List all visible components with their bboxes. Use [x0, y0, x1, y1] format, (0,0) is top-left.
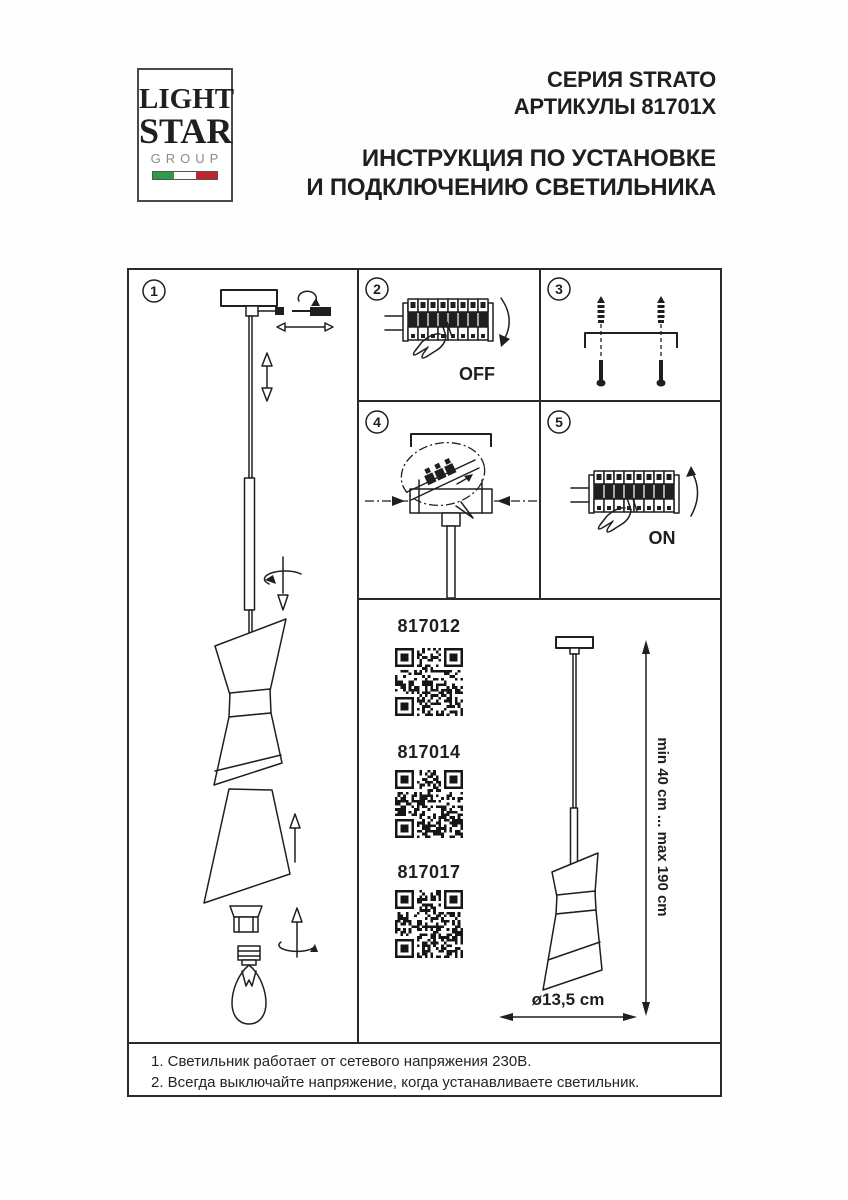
- step-number: 3: [555, 281, 563, 297]
- logo-word-light: LIGHT: [139, 83, 235, 115]
- lower-cone-shade: [204, 789, 290, 903]
- step-badge: [366, 411, 388, 433]
- step-number: 2: [373, 281, 381, 297]
- pendant-lamp: [543, 637, 602, 990]
- stem-and-rod: [442, 513, 460, 598]
- qr-code-817014: [395, 770, 463, 838]
- diameter-dimension: [499, 990, 637, 1021]
- step3-panel: [541, 270, 720, 402]
- suspension-cable: [249, 316, 252, 478]
- qr-code-817012: [395, 648, 463, 716]
- screw-left: [597, 360, 606, 387]
- off-label: OFF: [459, 364, 495, 384]
- step-badge: [366, 278, 388, 300]
- circuit-breaker: [571, 471, 679, 513]
- qr-code-817017: [395, 890, 463, 958]
- note-1: 1. Светильник работает от сетевого напряжения 230В.: [151, 1053, 532, 1070]
- article-number: 817017: [397, 862, 461, 882]
- step5-panel: [541, 402, 720, 600]
- on-label: ON: [648, 528, 676, 548]
- step-badge: [548, 278, 570, 300]
- article-number: 817014: [397, 742, 461, 762]
- step-number: 5: [555, 414, 563, 430]
- step4-panel: [359, 402, 541, 600]
- title-line-1: ИНСТРУКЦИЯ ПО УСТАНОВКЕ: [361, 145, 716, 172]
- step1-panel: [129, 270, 359, 1042]
- logo-word-group: GROUP: [150, 151, 224, 166]
- screw-in-up-arrow-icon: [279, 908, 318, 957]
- step2-diagram: [359, 270, 539, 400]
- pendant-rod: [245, 478, 255, 610]
- circuit-breaker: [385, 299, 493, 341]
- hourglass-shade-exploded: [214, 619, 286, 785]
- mounting-bracket: [585, 333, 677, 348]
- step-number: 1: [150, 283, 158, 299]
- step4-diagram: [359, 402, 539, 598]
- up-down-arrow-icon: [262, 353, 272, 401]
- mounting-bracket: [411, 434, 491, 447]
- rotate-down-arrow-icon: [264, 557, 301, 610]
- step-badge: [143, 280, 165, 302]
- diagram-frame: [127, 268, 722, 1097]
- title-line-2: И ПОДКЛЮЧЕНИЮ СВЕТИЛЬНИКА: [306, 174, 716, 201]
- wall-plug-left: [597, 296, 605, 323]
- alignment-dashes: [601, 324, 661, 358]
- flag-green: [153, 172, 174, 179]
- turn-off-arrow-icon: [501, 298, 509, 338]
- series-name: СЕРИЯ STRATO: [547, 67, 716, 92]
- step1-diagram: [129, 270, 357, 1040]
- flag-white: [174, 172, 195, 179]
- italian-flag-stripe: [152, 171, 218, 180]
- lightstar-logo: [137, 68, 233, 202]
- note-2: 2. Всегда выключайте напряжение, когда устанавливаете светильник.: [151, 1074, 640, 1091]
- articles-line: АРТИКУЛЫ 81701X: [513, 94, 716, 119]
- height-dimension: [642, 640, 671, 1016]
- screw-right: [657, 360, 666, 387]
- step5-diagram: [541, 402, 720, 598]
- lamp-socket: [230, 906, 262, 932]
- turn-on-arrow-icon: [691, 474, 698, 516]
- height-range-label: min 40 cm ... max 190 cm: [654, 737, 671, 917]
- ceiling-plate: [221, 290, 277, 316]
- flag-red: [196, 172, 217, 179]
- wall-plug-right: [657, 296, 665, 323]
- step2-panel: [359, 270, 541, 402]
- diameter-label: ø13,5 cm: [531, 990, 605, 1009]
- header-text: [306, 66, 716, 202]
- logo-word-star: STAR: [139, 111, 233, 151]
- footnotes: [129, 1042, 720, 1095]
- candle-bulb: [232, 946, 266, 1024]
- step-badge: [548, 411, 570, 433]
- up-arrow-icon: [290, 814, 300, 862]
- step3-diagram: [541, 270, 720, 400]
- step-number: 4: [373, 414, 381, 430]
- products-and-dimensions-panel: [359, 600, 720, 1042]
- article-number: 817012: [397, 616, 461, 636]
